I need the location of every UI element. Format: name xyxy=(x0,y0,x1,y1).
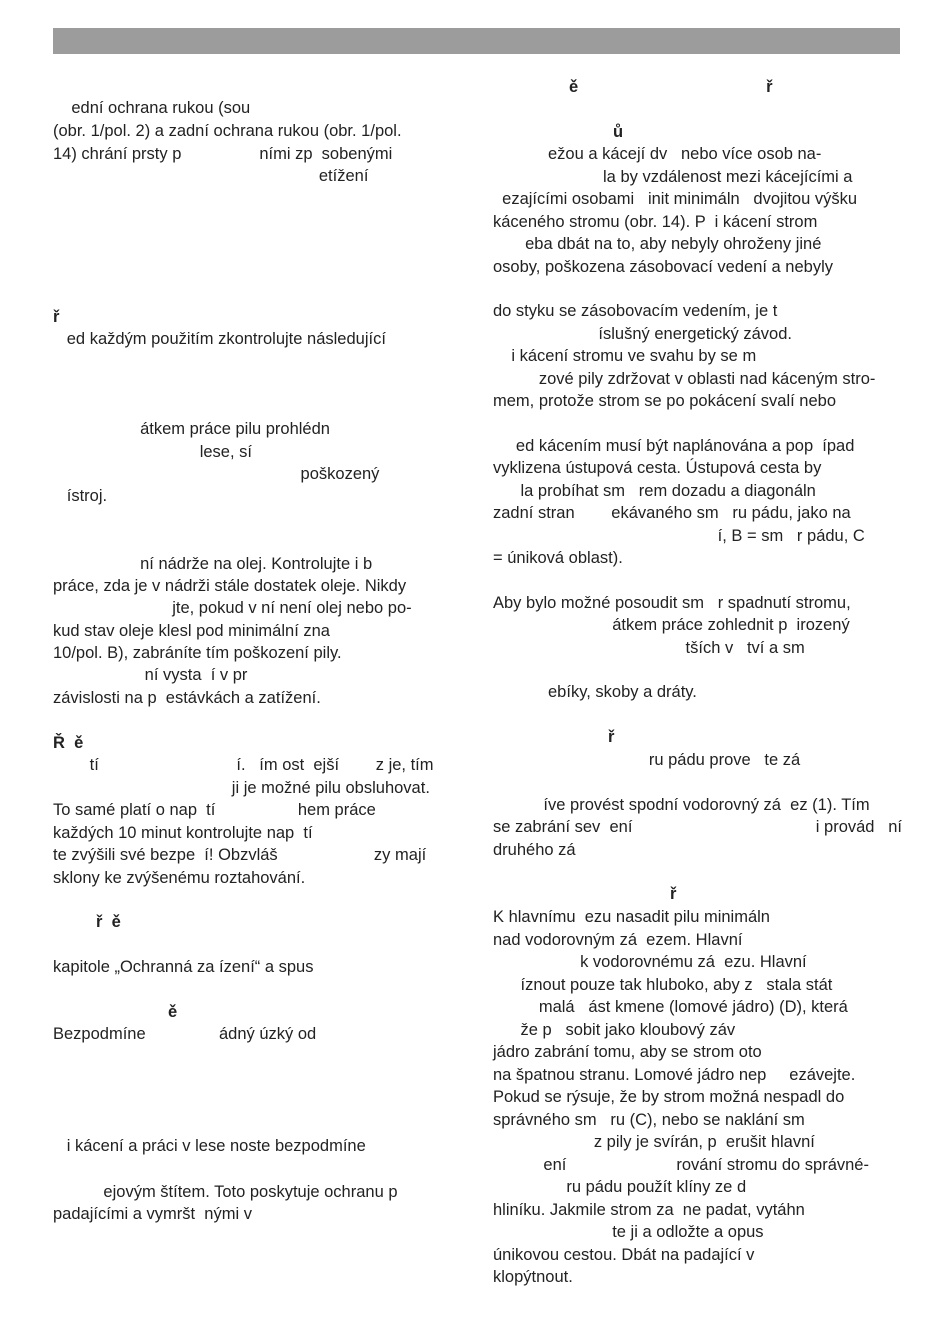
section-heading: ř xyxy=(53,308,60,326)
text-line: (obr. 1/pol. 2) a zadní ochrana rukou (obr. 1/pol. xyxy=(53,122,402,140)
text-line: káceného stromu (obr. 14). P i kácení strom xyxy=(493,213,818,231)
text-line: ru pádu prove te zá xyxy=(493,751,801,769)
text-line: i kácení a práci v lese noste bezpodmíne xyxy=(53,1137,366,1155)
text-line: nad vodorovným zá ezem. Hlavní xyxy=(493,931,743,949)
text-line: Bezpodmíne ádný úzký od xyxy=(53,1025,317,1043)
section-heading: ů xyxy=(613,123,624,141)
text-line: 10/pol. B), zabráníte tím poškození pily. xyxy=(53,644,342,662)
text-line: átkem práce pilu prohlédn xyxy=(53,420,330,438)
text-line: í, B = sm r pádu, C xyxy=(493,527,865,545)
text-line: k vodorovnému zá ezu. Hlavní xyxy=(493,953,807,971)
text-line: druhého zá xyxy=(493,841,576,859)
text-line: ístroj. xyxy=(53,487,108,505)
section-heading: ř ě xyxy=(96,913,121,931)
text-line: = úniková oblast). xyxy=(493,549,623,567)
text-line: lese, sí xyxy=(53,443,252,461)
text-line: i kácení stromu ve svahu by se m xyxy=(493,347,757,365)
text-line: ní nádrže na olej. Kontrolujte i b xyxy=(53,555,373,573)
text-line: do styku se zásobovacím vedením, je t xyxy=(493,302,778,320)
text-line: vyklizena ústupová cesta. Ústupová cesta by xyxy=(493,459,822,477)
text-line: tí í. ím ost ejší z je, tím xyxy=(53,756,434,774)
text-line: padajícími a vymršt nými v xyxy=(53,1205,252,1223)
text-line: ední ochrana rukou (sou xyxy=(53,99,251,117)
text-line: tších v tví a sm xyxy=(493,639,805,657)
text-line: Pokud se rýsuje, že by strom možná nespadl do xyxy=(493,1088,845,1106)
text-line: átkem práce zohlednit p irozený xyxy=(493,616,850,634)
text-line: eba dbát na to, aby nebyly ohroženy jiné xyxy=(493,235,822,253)
section-heading: ř xyxy=(670,885,677,903)
text-line: ezajícími osobami init minimáln dvojitou výšku xyxy=(493,190,858,208)
text-line: te ji a odložte a opus xyxy=(493,1223,764,1241)
text-line: ji je možné pilu obsluhovat. xyxy=(53,779,430,797)
text-line: osoby, poškozena zásobovací vedení a nebyly xyxy=(493,258,833,276)
text-line: že p sobit jako kloubový záv xyxy=(493,1021,736,1039)
text-line: Aby bylo možné posoudit sm r spadnutí stromu, xyxy=(493,594,851,612)
text-line: práce, zda je v nádrži stále dostatek oleje. Nikdy xyxy=(53,577,407,595)
text-line: sklony ke zvýšenému roztahování. xyxy=(53,869,306,887)
text-line: la probíhat sm rem dozadu a diagonáln xyxy=(493,482,816,500)
text-line: ebíky, skoby a dráty. xyxy=(493,683,697,701)
text-line: klopýtnout. xyxy=(493,1268,573,1286)
text-line: ežou a kácejí dv nebo více osob na- xyxy=(493,145,822,163)
text-line: z pily je svírán, p erušit hlavní xyxy=(493,1133,815,1151)
section-heading: ě xyxy=(168,1003,178,1021)
text-line: kud stav oleje klesl pod minimální zna xyxy=(53,622,330,640)
text-line: íznout pouze tak hluboko, aby z stala stát xyxy=(493,976,833,994)
text-line: zové pily zdržovat v oblasti nad káceným stro- xyxy=(493,370,876,388)
text-line: íve provést spodní vodorovný zá ez (1). Tím xyxy=(493,796,870,814)
section-heading: Ř ě xyxy=(53,734,84,752)
text-line: etížení xyxy=(53,167,369,185)
text-line: poškozený xyxy=(53,465,380,483)
section-heading: ř xyxy=(608,728,615,746)
text-line: hliníku. Jakmile strom za ne padat, vytáhn xyxy=(493,1201,805,1219)
text-line: správného sm ru (C), nebo se naklání sm xyxy=(493,1111,805,1129)
text-line: závislosti na p estávkách a zatížení. xyxy=(53,689,321,707)
section-heading: ě ř xyxy=(569,78,773,96)
text-line: mem, protože strom se po pokácení svalí nebo xyxy=(493,392,837,410)
text-line: ní vysta í v pr xyxy=(53,666,248,684)
text-line: kapitole „Ochranná za ízení“ a spus xyxy=(53,958,314,976)
text-line: jádro zabrání tomu, aby se strom oto xyxy=(493,1043,762,1061)
text-line: na špatnou stranu. Lomové jádro nep ezávejte. xyxy=(493,1066,856,1084)
text-line: každých 10 minut kontrolujte nap tí xyxy=(53,824,313,842)
text-line: zadní stran ekávaného sm ru pádu, jako na xyxy=(493,504,851,522)
text-line: 14) chrání prsty p ními zp sobenými xyxy=(53,145,393,163)
text-line: ru pádu použít klíny ze d xyxy=(493,1178,747,1196)
text-line: te zvýšili své bezpe í! Obzvláš zy mají xyxy=(53,846,427,864)
text-line: ed kácením musí být naplánována a pop ípad xyxy=(493,437,855,455)
header-bar xyxy=(53,28,900,54)
text-line: ed každým použitím zkontrolujte následující xyxy=(53,330,386,348)
text-line: jte, pokud v ní není olej nebo po- xyxy=(53,599,412,617)
text-line: únikovou cestou. Dbát na padající v xyxy=(493,1246,755,1264)
text-line: se zabrání sev ení i provád ní xyxy=(493,818,902,836)
text-line: íslušný energetický závod. xyxy=(493,325,792,343)
text-line: K hlavnímu ezu nasadit pilu minimáln xyxy=(493,908,770,926)
text-line: ení rování stromu do správné- xyxy=(493,1156,869,1174)
text-line: malá ást kmene (lomové jádro) (D), která xyxy=(493,998,848,1016)
text-line: To samé platí o nap tí hem práce xyxy=(53,801,376,819)
text-line: la by vzdálenost mezi kácejícími a xyxy=(493,168,853,186)
text-line: ejovým štítem. Toto poskytuje ochranu p xyxy=(53,1183,398,1201)
